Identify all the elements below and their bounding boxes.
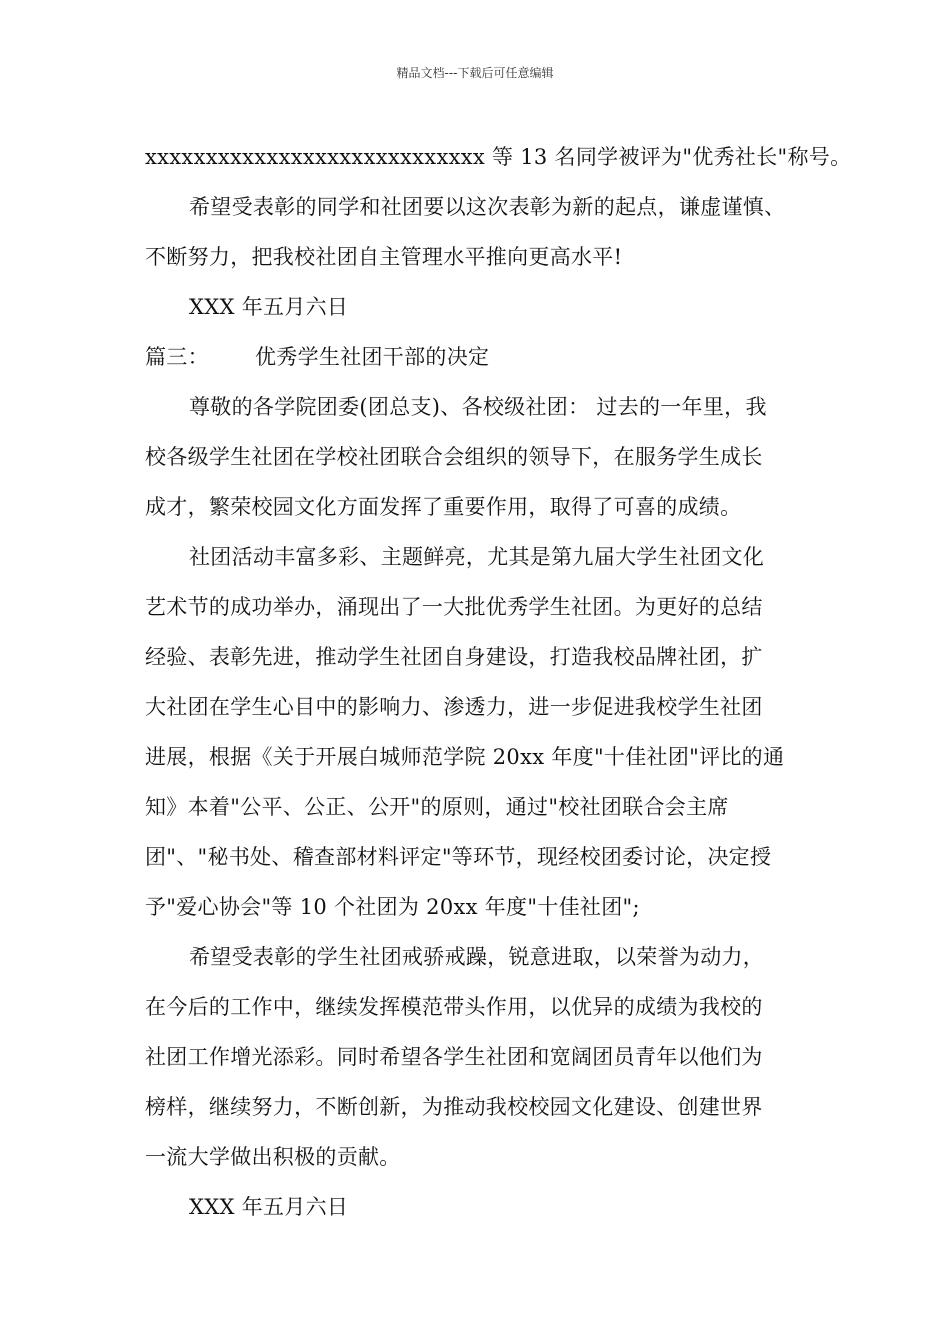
section-label: 篇三： <box>145 345 209 369</box>
text-line: 社团工作增光添彩。同时希望各学生社团和宽阔团员青年以他们为 <box>145 1045 763 1069</box>
text-line: 社团活动丰富多彩、主题鲜亮，尤其是第九届大学生社团文化 <box>189 545 765 569</box>
section-title: 优秀学生社团干部的决定 <box>255 345 490 369</box>
text-line: 大社团在学生心目中的影响力、渗透力，进一步促进我校学生社团 <box>145 695 763 719</box>
text-line: 希望受表彰的同学和社团要以这次表彰为新的起点，谦虚谨慎、 <box>189 195 786 219</box>
page-header: 精品文档---下载后可任意编辑 <box>396 66 554 80</box>
text-line: 希望受表彰的学生社团戒骄戒躁，锐意进取，以荣誉为动力， <box>189 945 765 969</box>
text-line: 在今后的工作中，继续发挥模范带头作用，以优异的成绩为我校的 <box>145 995 763 1019</box>
text-line: 予"爱心协会"等 10 个社团为 20xx 年度"十佳社团"; <box>145 895 640 919</box>
text-line: 经验、表彰先进，推动学生社团自身建设，打造我校品牌社团，扩 <box>145 645 763 669</box>
text-line: 成才，繁荣校园文化方面发挥了重要作用，取得了可喜的成绩。 <box>145 495 742 519</box>
text-line: 团"、"秘书处、稽查部材料评定"等环节，现经校团委讨论，决定授 <box>145 845 772 869</box>
text-line: 榜样，继续努力，不断创新，为推动我校校园文化建设、创建世界 <box>145 1095 763 1119</box>
text-line: 一流大学做出积极的贡献。 <box>145 1145 401 1169</box>
text-line: xxxxxxxxxxxxxxxxxxxxxxxxxxxx 等 13 名同学被评为"优秀社长"称号。 <box>145 145 852 169</box>
text-line: 知》本着"公平、公正、公开"的原则，通过"校社团联合会主席 <box>145 795 729 819</box>
document-body <box>145 132 852 1232</box>
text-line: 校各级学生社团在学校社团联合会组织的领导下，在服务学生成长 <box>145 445 763 469</box>
text-line: 进展，根据《关于开展白城师范学院 20xx 年度"十佳社团"评比的通 <box>145 745 785 769</box>
text-line: 尊敬的各学院团委(团总支)、各校级社团： 过去的一年里，我 <box>189 395 767 419</box>
text-line: 艺术节的成功举办，涌现出了一大批优秀学生社团。为更好的总结 <box>145 595 763 619</box>
section-heading <box>145 332 810 382</box>
text-line: 不断努力，把我校社团自主管理水平推向更高水平! <box>145 245 623 269</box>
date-line: XXX 年五月六日 <box>189 1195 349 1219</box>
date-line: XXX 年五月六日 <box>189 295 349 319</box>
